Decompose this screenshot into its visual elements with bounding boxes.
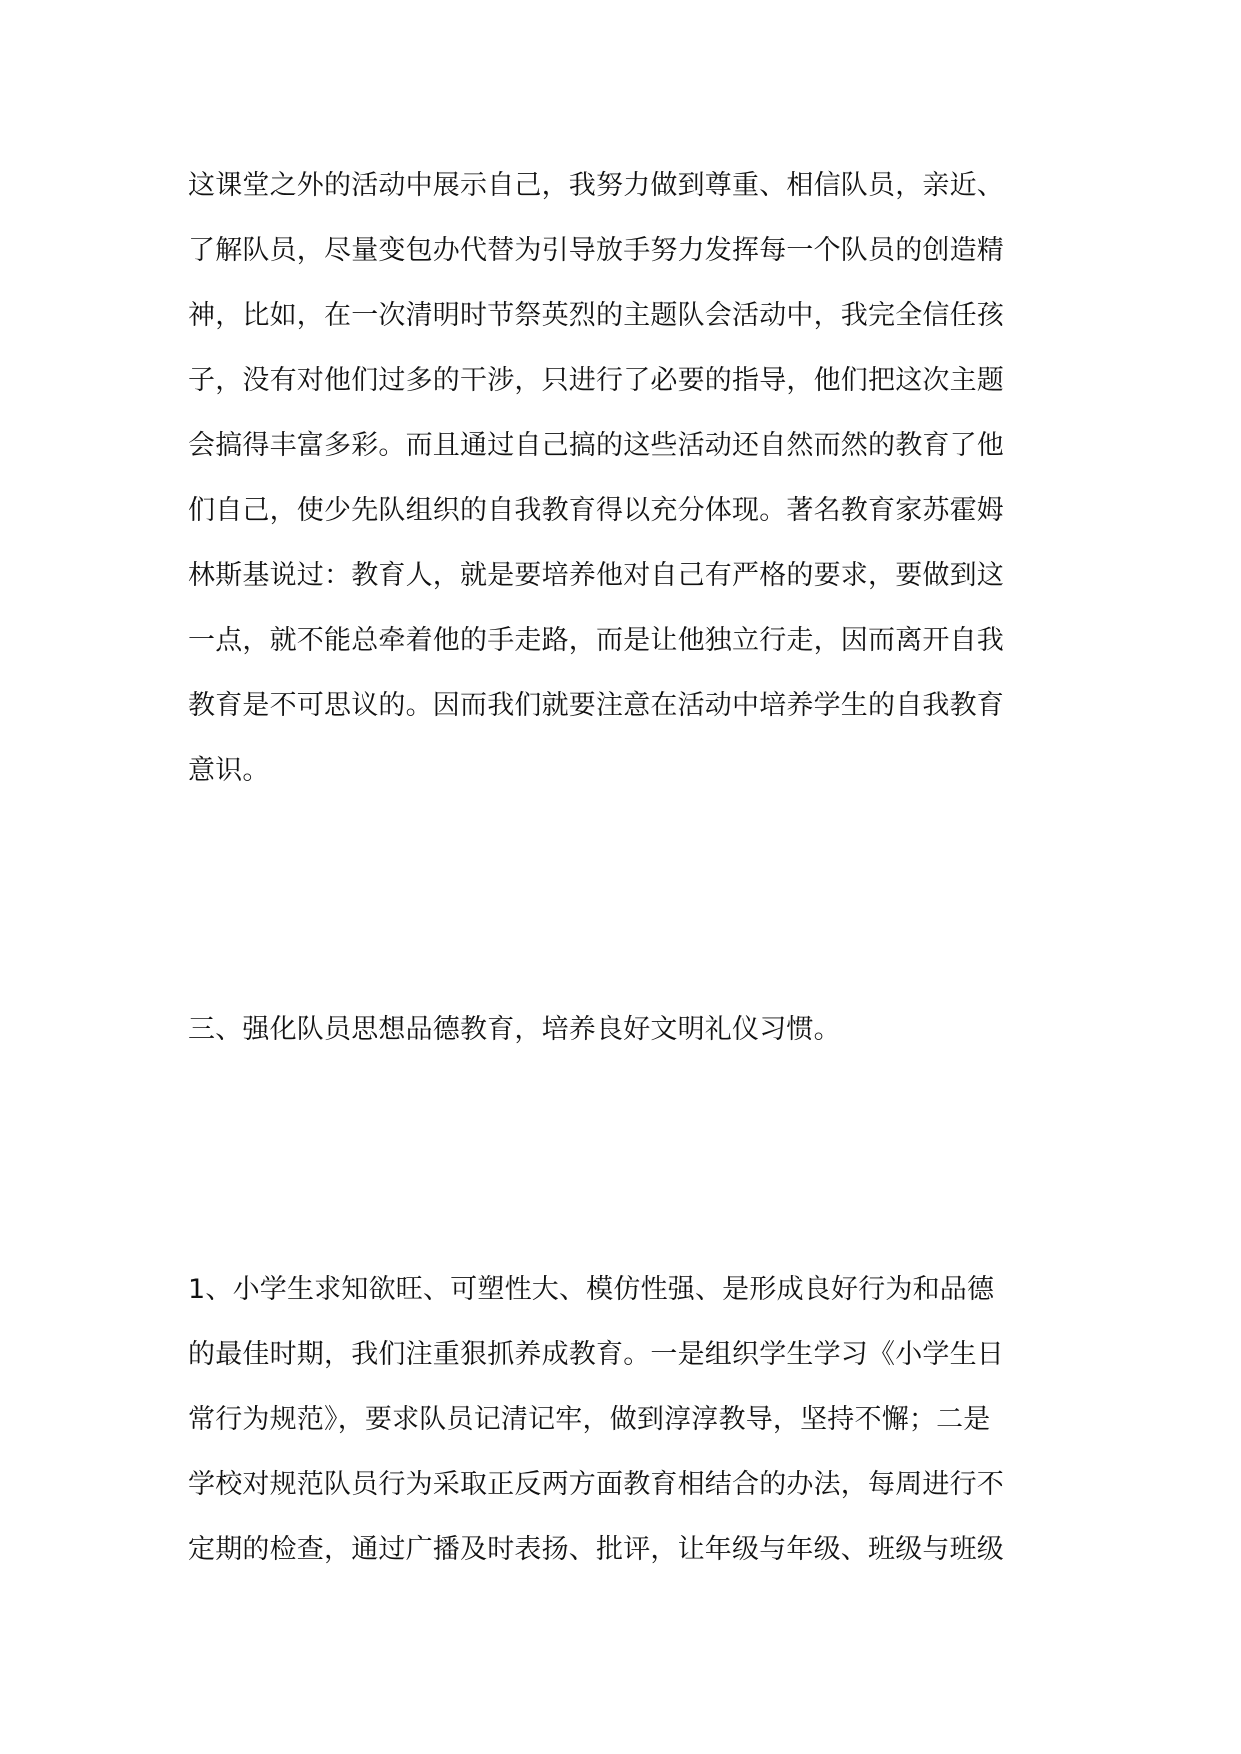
paragraph-line: 学校对规范队员行为采取正反两方面教育相结合的办法，每周进行不 [188,1469,1004,1500]
paragraph-line: 意识。 [188,755,270,786]
paragraph-line: 林斯基说过：教育人，就是要培养他对自己有严格的要求，要做到这 [188,560,1004,591]
paragraph-line: 了解队员，尽量变包办代替为引导放手努力发挥每一个队员的创造精 [188,235,1004,266]
paragraph-line: 会搞得丰富多彩。而且通过自己搞的这些活动还自然而然的教育了他 [188,430,1004,461]
section-heading: 三、强化队员思想品德教育，培养良好文明礼仪习惯。 [188,1014,841,1045]
paragraph-line: 这课堂之外的活动中展示自己，我努力做到尊重、相信队员，亲近、 [188,170,1004,201]
paragraph-line: 1、小学生求知欲旺、可塑性大、模仿性强、是形成良好行为和品德 [188,1274,995,1305]
paragraph-line: 子，没有对他们过多的干涉，只进行了必要的指导，他们把这次主题 [188,365,1004,396]
paragraph-line: 们自己，使少先队组织的自我教育得以充分体现。著名教育家苏霍姆 [188,495,1004,526]
paragraph-line: 定期的检查，通过广播及时表扬、批评，让年级与年级、班级与班级 [188,1534,1004,1565]
paragraph-line: 常行为规范》，要求队员记清记牢，做到淳淳教导，坚持不懈；二是 [188,1404,991,1435]
paragraph-line: 神，比如，在一次清明时节祭英烈的主题队会活动中，我完全信任孩 [188,300,1004,331]
paragraph-line: 的最佳时期，我们注重狠抓养成教育。一是组织学生学习《小学生日 [188,1339,1004,1370]
paragraph-line: 教育是不可思议的。因而我们就要注意在活动中培养学生的自我教育 [188,690,1004,721]
paragraph-line: 一点，就不能总牵着他的手走路，而是让他独立行走，因而离开自我 [188,625,1004,656]
